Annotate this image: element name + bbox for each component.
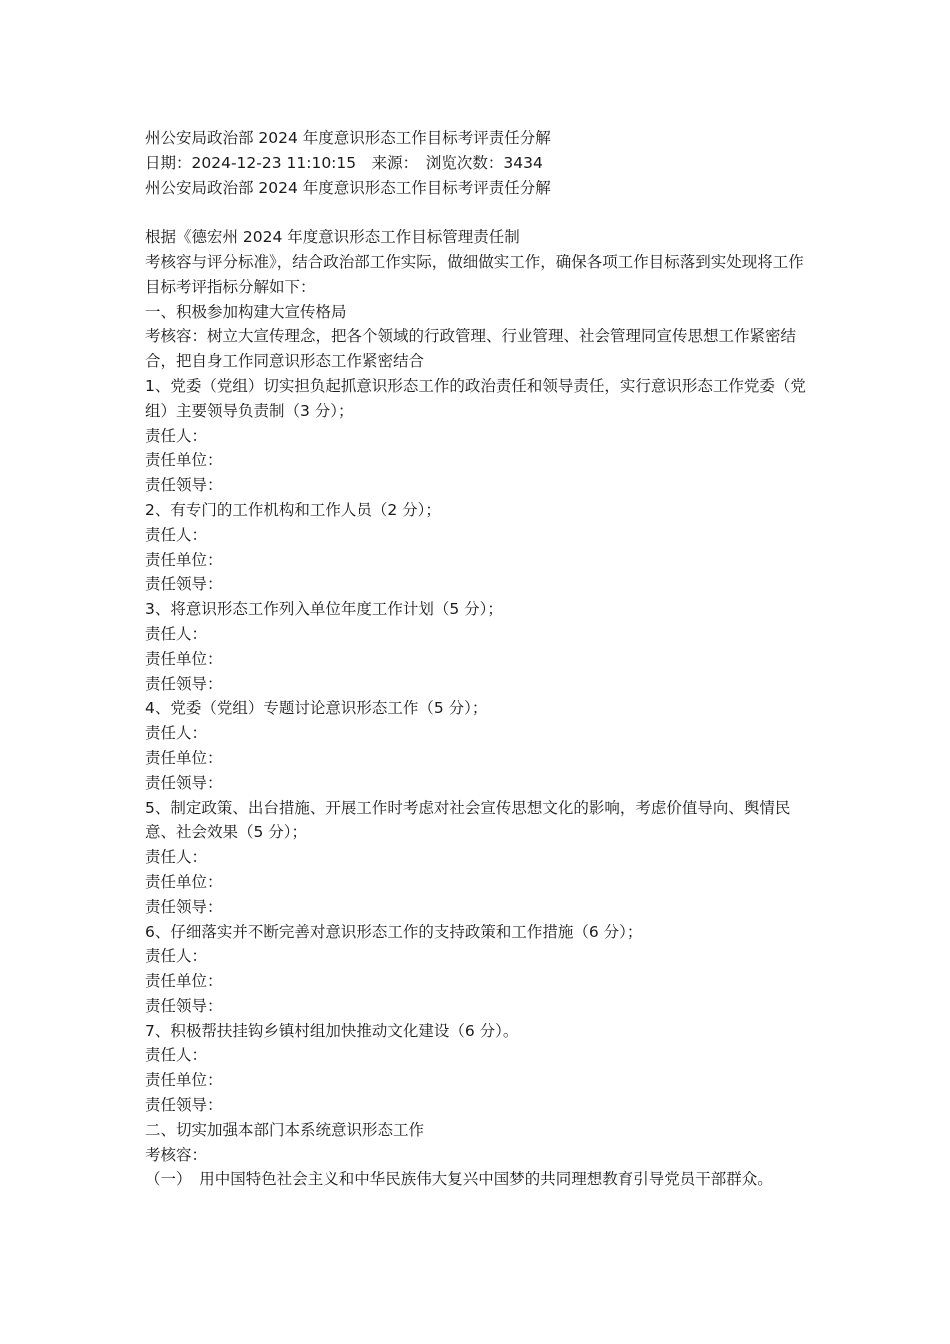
responsible-person: 责任人：: [145, 624, 208, 643]
responsible-person: 责任人：: [145, 848, 208, 867]
item-text: 1、党委（党组）切实担负起抓意识形态工作的政治责任和领导责任，实行意识形态工作党委（党组）主要领导负责制（3 分）；: [145, 376, 806, 420]
responsible-person: 责任人：: [145, 426, 208, 445]
document-title: 州公安局政治部 2024 年度意识形态工作目标考评责任分解: [145, 129, 551, 147]
responsible-leader: 责任领导：: [145, 897, 223, 916]
blank-line: [145, 200, 815, 225]
assessment-item: [145, 796, 815, 920]
document-subtitle: 州公安局政治部 2024 年度意识形态工作目标考评责任分解: [145, 178, 551, 197]
responsible-leader: 责任领导：: [145, 773, 223, 792]
assessment-item: [145, 1019, 815, 1118]
assessment-item: [145, 696, 815, 795]
responsible-unit: 责任单位：: [145, 550, 223, 569]
section-2-label: 考核容：: [145, 1145, 208, 1164]
section-2-item-1: （一） 用中国特色社会主义和中华民族伟大复兴中国梦的共同理想教育引导党员干部群众。: [145, 1170, 773, 1189]
responsible-leader: 责任领导：: [145, 575, 223, 594]
responsible-leader: 责任领导：: [145, 476, 223, 495]
item-text: 7、积极帮扶挂钩乡镇村组加快推动文化建设（6 分）。: [145, 1021, 519, 1040]
section-1-heading: 一、积极参加构建大宣传格局: [145, 302, 347, 321]
responsible-leader: 责任领导：: [145, 674, 223, 693]
assessment-item: [145, 920, 815, 1019]
responsible-unit: 责任单位：: [145, 451, 223, 470]
section-2-heading: 二、切实加强本部门本系统意识形态工作: [145, 1120, 425, 1139]
item-text: 3、将意识形态工作列入单位年度工作计划（5 分）；: [145, 600, 503, 619]
assessment-item: [145, 597, 815, 696]
responsible-unit: 责任单位：: [145, 1071, 223, 1090]
responsible-leader: 责任领导：: [145, 996, 223, 1015]
item-text: 5、制定政策、出台措施、开展工作时考虑对社会宣传思想文化的影响，考虑价值导向、舆情民意、社会效果（5 分）；: [145, 798, 791, 842]
intro-paragraph-line-2: 考核容与评分标准》，结合政治部工作实际，做细做实工作，确保各项工作目标落到实处现将工作目标考评指标分解如下：: [145, 252, 804, 296]
document-page: [145, 126, 815, 1192]
assessment-item: [145, 374, 815, 498]
responsible-unit: 责任单位：: [145, 649, 223, 668]
responsible-unit: 责任单位：: [145, 872, 223, 891]
responsible-person: 责任人：: [145, 525, 208, 544]
item-text: 6、仔细落实并不断完善对意识形态工作的支持政策和工作措施（6 分）；: [145, 922, 643, 941]
responsible-unit: 责任单位：: [145, 748, 223, 767]
intro-paragraph-line-1: 根据《德宏州 2024 年度意识形态工作目标管理责任制: [145, 228, 520, 247]
responsible-person: 责任人：: [145, 1046, 208, 1065]
assessment-item: [145, 498, 815, 597]
responsible-person: 责任人：: [145, 947, 208, 966]
responsible-person: 责任人：: [145, 724, 208, 743]
item-text: 2、有专门的工作机构和工作人员（2 分）；: [145, 500, 441, 519]
section-1-content: 考核容：树立大宣传理念，把各个领域的行政管理、行业管理、社会管理同宣传思想工作紧密结合，把自身工作同意识形态工作紧密结合: [145, 327, 797, 371]
responsible-unit: 责任单位：: [145, 972, 223, 991]
document-meta: 日期：2024-12-23 11:10:15 来源： 浏览次数：3434: [145, 153, 543, 172]
item-text: 4、党委（党组）专题讨论意识形态工作（5 分）；: [145, 699, 488, 718]
responsible-leader: 责任领导：: [145, 1096, 223, 1115]
